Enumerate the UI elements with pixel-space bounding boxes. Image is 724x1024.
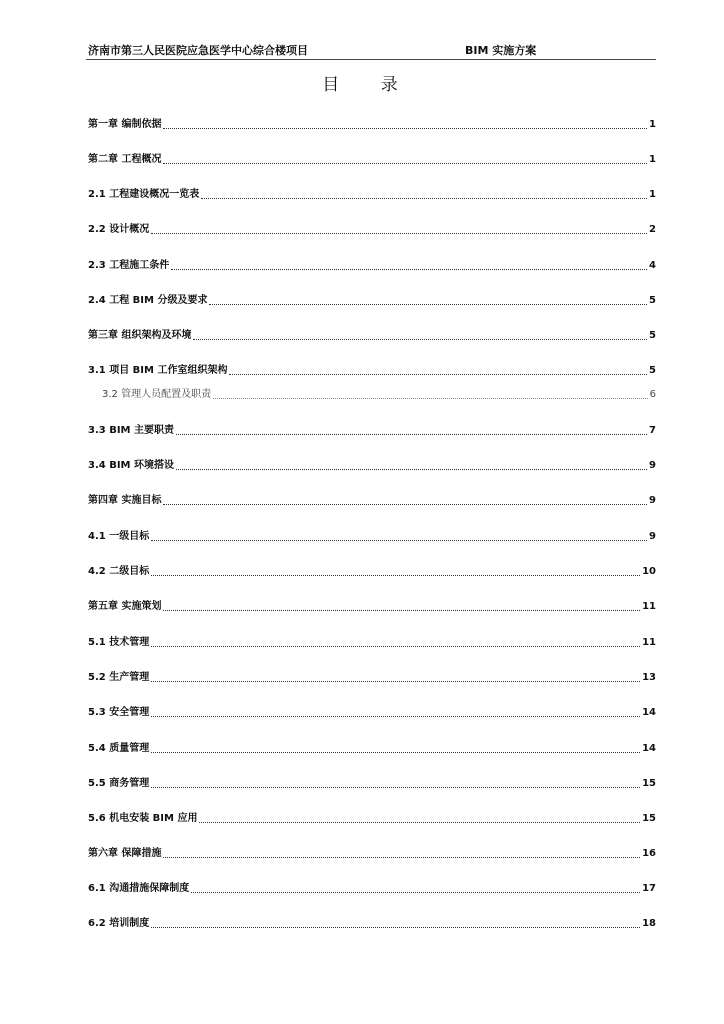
toc-entry[interactable]: [88, 292, 656, 308]
toc-entry[interactable]: [88, 116, 656, 132]
toc-entry-page: 4: [649, 260, 656, 271]
toc-entry[interactable]: [88, 880, 656, 896]
toc-entry[interactable]: [88, 151, 656, 167]
toc-entry-page: 16: [642, 848, 656, 859]
toc-entry-label: 2.1 工程建设概况一览表: [88, 189, 200, 200]
toc-entry-label: 5.6 机电安装 BIM 应用: [88, 813, 198, 824]
dot-leader: [151, 574, 640, 576]
toc-entry-label: 5.3 安全管理: [88, 707, 150, 718]
toc-entry-label: 3.2 管理人员配置及职责: [102, 389, 212, 400]
header-project-name: 济南市第三人民医院应急医学中心综合楼项目: [88, 44, 308, 57]
dot-leader: [151, 232, 647, 234]
dot-leader: [163, 127, 647, 129]
toc-entry-page: 15: [642, 778, 656, 789]
toc-entry-label: 6.2 培训制度: [88, 918, 150, 929]
toc-entry-page: 9: [649, 460, 656, 471]
toc-entry[interactable]: [88, 598, 656, 614]
toc-entry[interactable]: [88, 257, 656, 273]
toc-entry-page: 14: [642, 707, 656, 718]
toc-entry-page: 1: [649, 119, 656, 130]
toc-entry-page: 18: [642, 918, 656, 929]
dot-leader: [151, 926, 640, 928]
toc-entry[interactable]: [88, 492, 656, 508]
dot-leader: [209, 303, 647, 305]
dot-leader: [163, 503, 647, 505]
toc-entry-page: 11: [642, 637, 656, 648]
toc-entry-label: 4.2 二级目标: [88, 566, 150, 577]
toc-entry-label: 3.3 BIM 主要职责: [88, 425, 174, 436]
dot-leader: [163, 162, 647, 164]
toc-entry-label: 6.1 沟通措施保障制度: [88, 883, 190, 894]
toc-entry-label: 4.1 一级目标: [88, 531, 150, 542]
toc-entry-label: 第三章 组织架构及环境: [88, 330, 192, 341]
dot-leader: [199, 821, 640, 823]
toc-entry[interactable]: [88, 915, 656, 931]
toc-entry-page: 14: [642, 743, 656, 754]
toc-entry-label: 3.4 BIM 环境搭设: [88, 460, 174, 471]
toc-entry-page: 6: [649, 389, 656, 400]
toc-entry-label: 2.3 工程施工条件: [88, 260, 170, 271]
toc-entry-label: 第六章 保障措施: [88, 848, 162, 859]
toc-entry-page: 17: [642, 883, 656, 894]
toc-entry-page: 11: [642, 601, 656, 612]
toc-entry[interactable]: [88, 563, 656, 579]
toc-entry[interactable]: [88, 669, 656, 685]
toc-entry-page: 5: [649, 365, 656, 376]
toc-entry-page: 5: [649, 295, 656, 306]
dot-leader: [151, 539, 647, 541]
toc-entry[interactable]: [88, 634, 656, 650]
toc-entry-page: 7: [649, 425, 656, 436]
toc-entry-page: 15: [642, 813, 656, 824]
toc-entry[interactable]: [88, 845, 656, 861]
toc-entry[interactable]: [88, 221, 656, 237]
toc-entry-label: 5.5 商务管理: [88, 778, 150, 789]
toc-entry-page: 1: [649, 189, 656, 200]
toc-entry[interactable]: [102, 386, 656, 402]
dot-leader: [193, 338, 647, 340]
toc-entry-page: 2: [649, 224, 656, 235]
dot-leader: [201, 197, 647, 199]
toc-entry[interactable]: [88, 327, 656, 343]
toc-entry[interactable]: [88, 740, 656, 756]
toc-entry-label: 2.2 设计概况: [88, 224, 150, 235]
toc-entry-page: 1: [649, 154, 656, 165]
toc-entry-label: 2.4 工程 BIM 分级及要求: [88, 295, 208, 306]
toc-entry[interactable]: [88, 362, 656, 378]
toc-entry[interactable]: [88, 186, 656, 202]
dot-leader: [213, 397, 648, 399]
toc-entry-label: 第二章 工程概况: [88, 154, 162, 165]
toc-entry-label: 5.2 生产管理: [88, 672, 150, 683]
toc-entry[interactable]: [88, 422, 656, 438]
dot-leader: [229, 373, 647, 375]
dot-leader: [163, 609, 640, 611]
toc-title: 目 录: [322, 75, 416, 95]
toc-entry[interactable]: [88, 528, 656, 544]
dot-leader: [151, 645, 640, 647]
toc-entry-label: 第一章 编制依据: [88, 119, 162, 130]
toc-entry[interactable]: [88, 457, 656, 473]
dot-leader: [151, 680, 640, 682]
dot-leader: [176, 433, 647, 435]
toc-entry-page: 13: [642, 672, 656, 683]
toc-entry-label: 第四章 实施目标: [88, 495, 162, 506]
toc-entry[interactable]: [88, 810, 656, 826]
toc-entry-label: 5.4 质量管理: [88, 743, 150, 754]
header-document-type: BIM 实施方案: [465, 44, 537, 57]
toc-entry[interactable]: [88, 704, 656, 720]
dot-leader: [151, 786, 640, 788]
toc-entry-label: 第五章 实施策划: [88, 601, 162, 612]
dot-leader: [163, 856, 640, 858]
toc-entry[interactable]: [88, 775, 656, 791]
dot-leader: [151, 715, 640, 717]
dot-leader: [151, 751, 640, 753]
dot-leader: [176, 468, 647, 470]
toc-entry-page: 9: [649, 531, 656, 542]
dot-leader: [171, 268, 647, 270]
dot-leader: [191, 891, 640, 893]
toc-entry-page: 9: [649, 495, 656, 506]
toc-entry-page: 5: [649, 330, 656, 341]
toc-entry-label: 5.1 技术管理: [88, 637, 150, 648]
header-divider: [86, 59, 656, 60]
toc-entry-page: 10: [642, 566, 656, 577]
toc-entry-label: 3.1 项目 BIM 工作室组织架构: [88, 365, 228, 376]
